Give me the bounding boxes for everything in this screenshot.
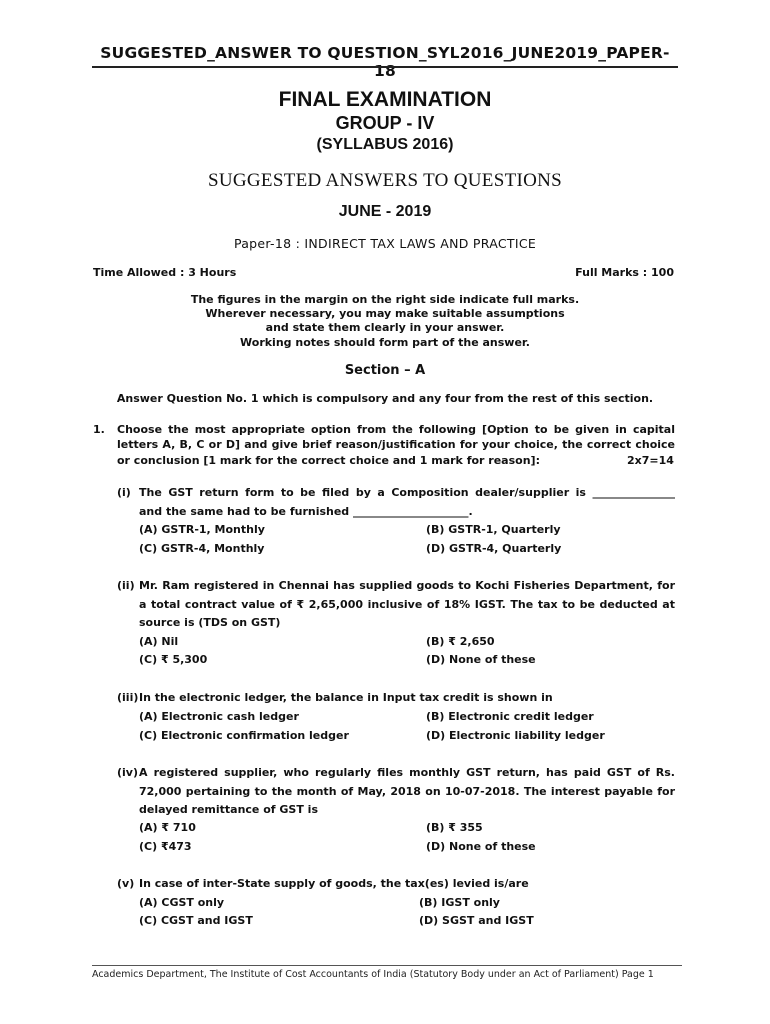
option-d: (D) None of these — [426, 653, 536, 666]
session-title: JUNE - 2019 — [338, 203, 432, 220]
option-c: (C) ₹ 5,300 — [139, 653, 208, 666]
option-c: (C) ₹473 — [139, 840, 192, 853]
full-marks: Full Marks : 100 — [575, 266, 674, 279]
option-a: (A) Electronic cash ledger — [139, 710, 299, 723]
group-title: GROUP - IV — [335, 113, 435, 133]
syllabus-title: (SYLLABUS 2016) — [316, 136, 454, 153]
running-header: SUGGESTED_ANSWER TO QUESTION_SYL2016_JUNE2019_PAPER-18 — [100, 44, 670, 80]
question-text-line: Choose the most appropriate option from the following [Option to be given in capital — [117, 423, 675, 436]
instruction-line: The figures in the margin on the right side indicate full marks. — [190, 293, 580, 306]
question-text-line: or conclusion [1 mark for the correct choice and 1 mark for reason]: — [117, 454, 540, 467]
option-a: (A) Nil — [139, 635, 179, 648]
page-footer: Academics Department, The Institute of Cost Accountants of India (Statutory Body under an Act of Parliament) Page 1 — [92, 969, 654, 980]
subquestion-text-line: Mr. Ram registered in Chennai has supplied goods to Kochi Fisheries Department, for — [139, 579, 675, 592]
instruction-line: and state them clearly in your answer. — [265, 321, 505, 334]
option-d: (D) GSTR-4, Quarterly — [426, 542, 562, 555]
option-b: (B) ₹ 2,650 — [426, 635, 495, 648]
suggested-answers-title: SUGGESTED ANSWERS TO QUESTIONS — [207, 170, 563, 191]
option-d: (D) SGST and IGST — [419, 914, 534, 927]
option-b: (B) GSTR-1, Quarterly — [426, 523, 561, 536]
instruction-line: Working notes should form part of the answer. — [240, 336, 530, 349]
subquestion-text-line: A registered supplier, who regularly files monthly GST return, has paid GST of Rs. — [139, 766, 675, 779]
option-c: (C) GSTR-4, Monthly — [139, 542, 265, 555]
option-d: (D) None of these — [426, 840, 536, 853]
section-note: Answer Question No. 1 which is compulsory and any four from the rest of this section. — [116, 392, 654, 405]
subquestion-label: (i) — [117, 486, 131, 499]
subquestion-text-line: and the same had to be furnished _____________________. — [139, 505, 473, 518]
subquestion-label: (ii) — [117, 579, 135, 592]
subquestion-text-line: a total contract value of ₹ 2,65,000 inclusive of 18% IGST. The tax to be deducted at — [139, 598, 675, 611]
option-c: (C) CGST and IGST — [139, 914, 253, 927]
subquestion-text-line: The GST return form to be filed by a Composition dealer/supplier is _______________ — [139, 486, 675, 499]
section-heading: Section – A — [344, 363, 426, 378]
question-marks: 2x7=14 — [627, 454, 674, 467]
instruction-line: Wherever necessary, you may make suitable assumptions — [205, 307, 565, 320]
time-allowed: Time Allowed : 3 Hours — [93, 266, 237, 279]
question-number: 1. — [93, 423, 105, 436]
exam-title: FINAL EXAMINATION — [278, 88, 492, 111]
subquestion-text-line: In the electronic ledger, the balance in Input tax credit is shown in — [139, 691, 553, 704]
subquestion-text-line: In case of inter-State supply of goods, the tax(es) levied is/are — [139, 877, 529, 890]
subquestion-label: (v) — [117, 877, 135, 890]
header-divider — [92, 66, 678, 68]
option-b: (B) IGST only — [419, 896, 500, 909]
option-a: (A) CGST only — [139, 896, 225, 909]
option-a: (A) ₹ 710 — [139, 821, 196, 834]
option-a: (A) GSTR-1, Monthly — [139, 523, 265, 536]
option-b: (B) ₹ 355 — [426, 821, 483, 834]
option-d: (D) Electronic liability ledger — [426, 729, 605, 742]
paper-title: Paper-18 : INDIRECT TAX LAWS AND PRACTICE — [233, 236, 537, 251]
subquestion-text-line: 72,000 pertaining to the month of May, 2018 on 10-07-2018. The interest payable for — [139, 785, 675, 798]
option-c: (C) Electronic confirmation ledger — [139, 729, 349, 742]
subquestion-text-line: delayed remittance of GST is — [139, 803, 318, 816]
subquestion-label: (iv) — [117, 766, 138, 779]
footer-divider — [92, 965, 682, 966]
subquestion-text-line: source is (TDS on GST) — [139, 616, 281, 629]
option-b: (B) Electronic credit ledger — [426, 710, 594, 723]
subquestion-label: (iii) — [117, 691, 139, 704]
question-text-line: letters A, B, C or D] and give brief reason/justification for your choice, the correct choice — [117, 438, 675, 451]
